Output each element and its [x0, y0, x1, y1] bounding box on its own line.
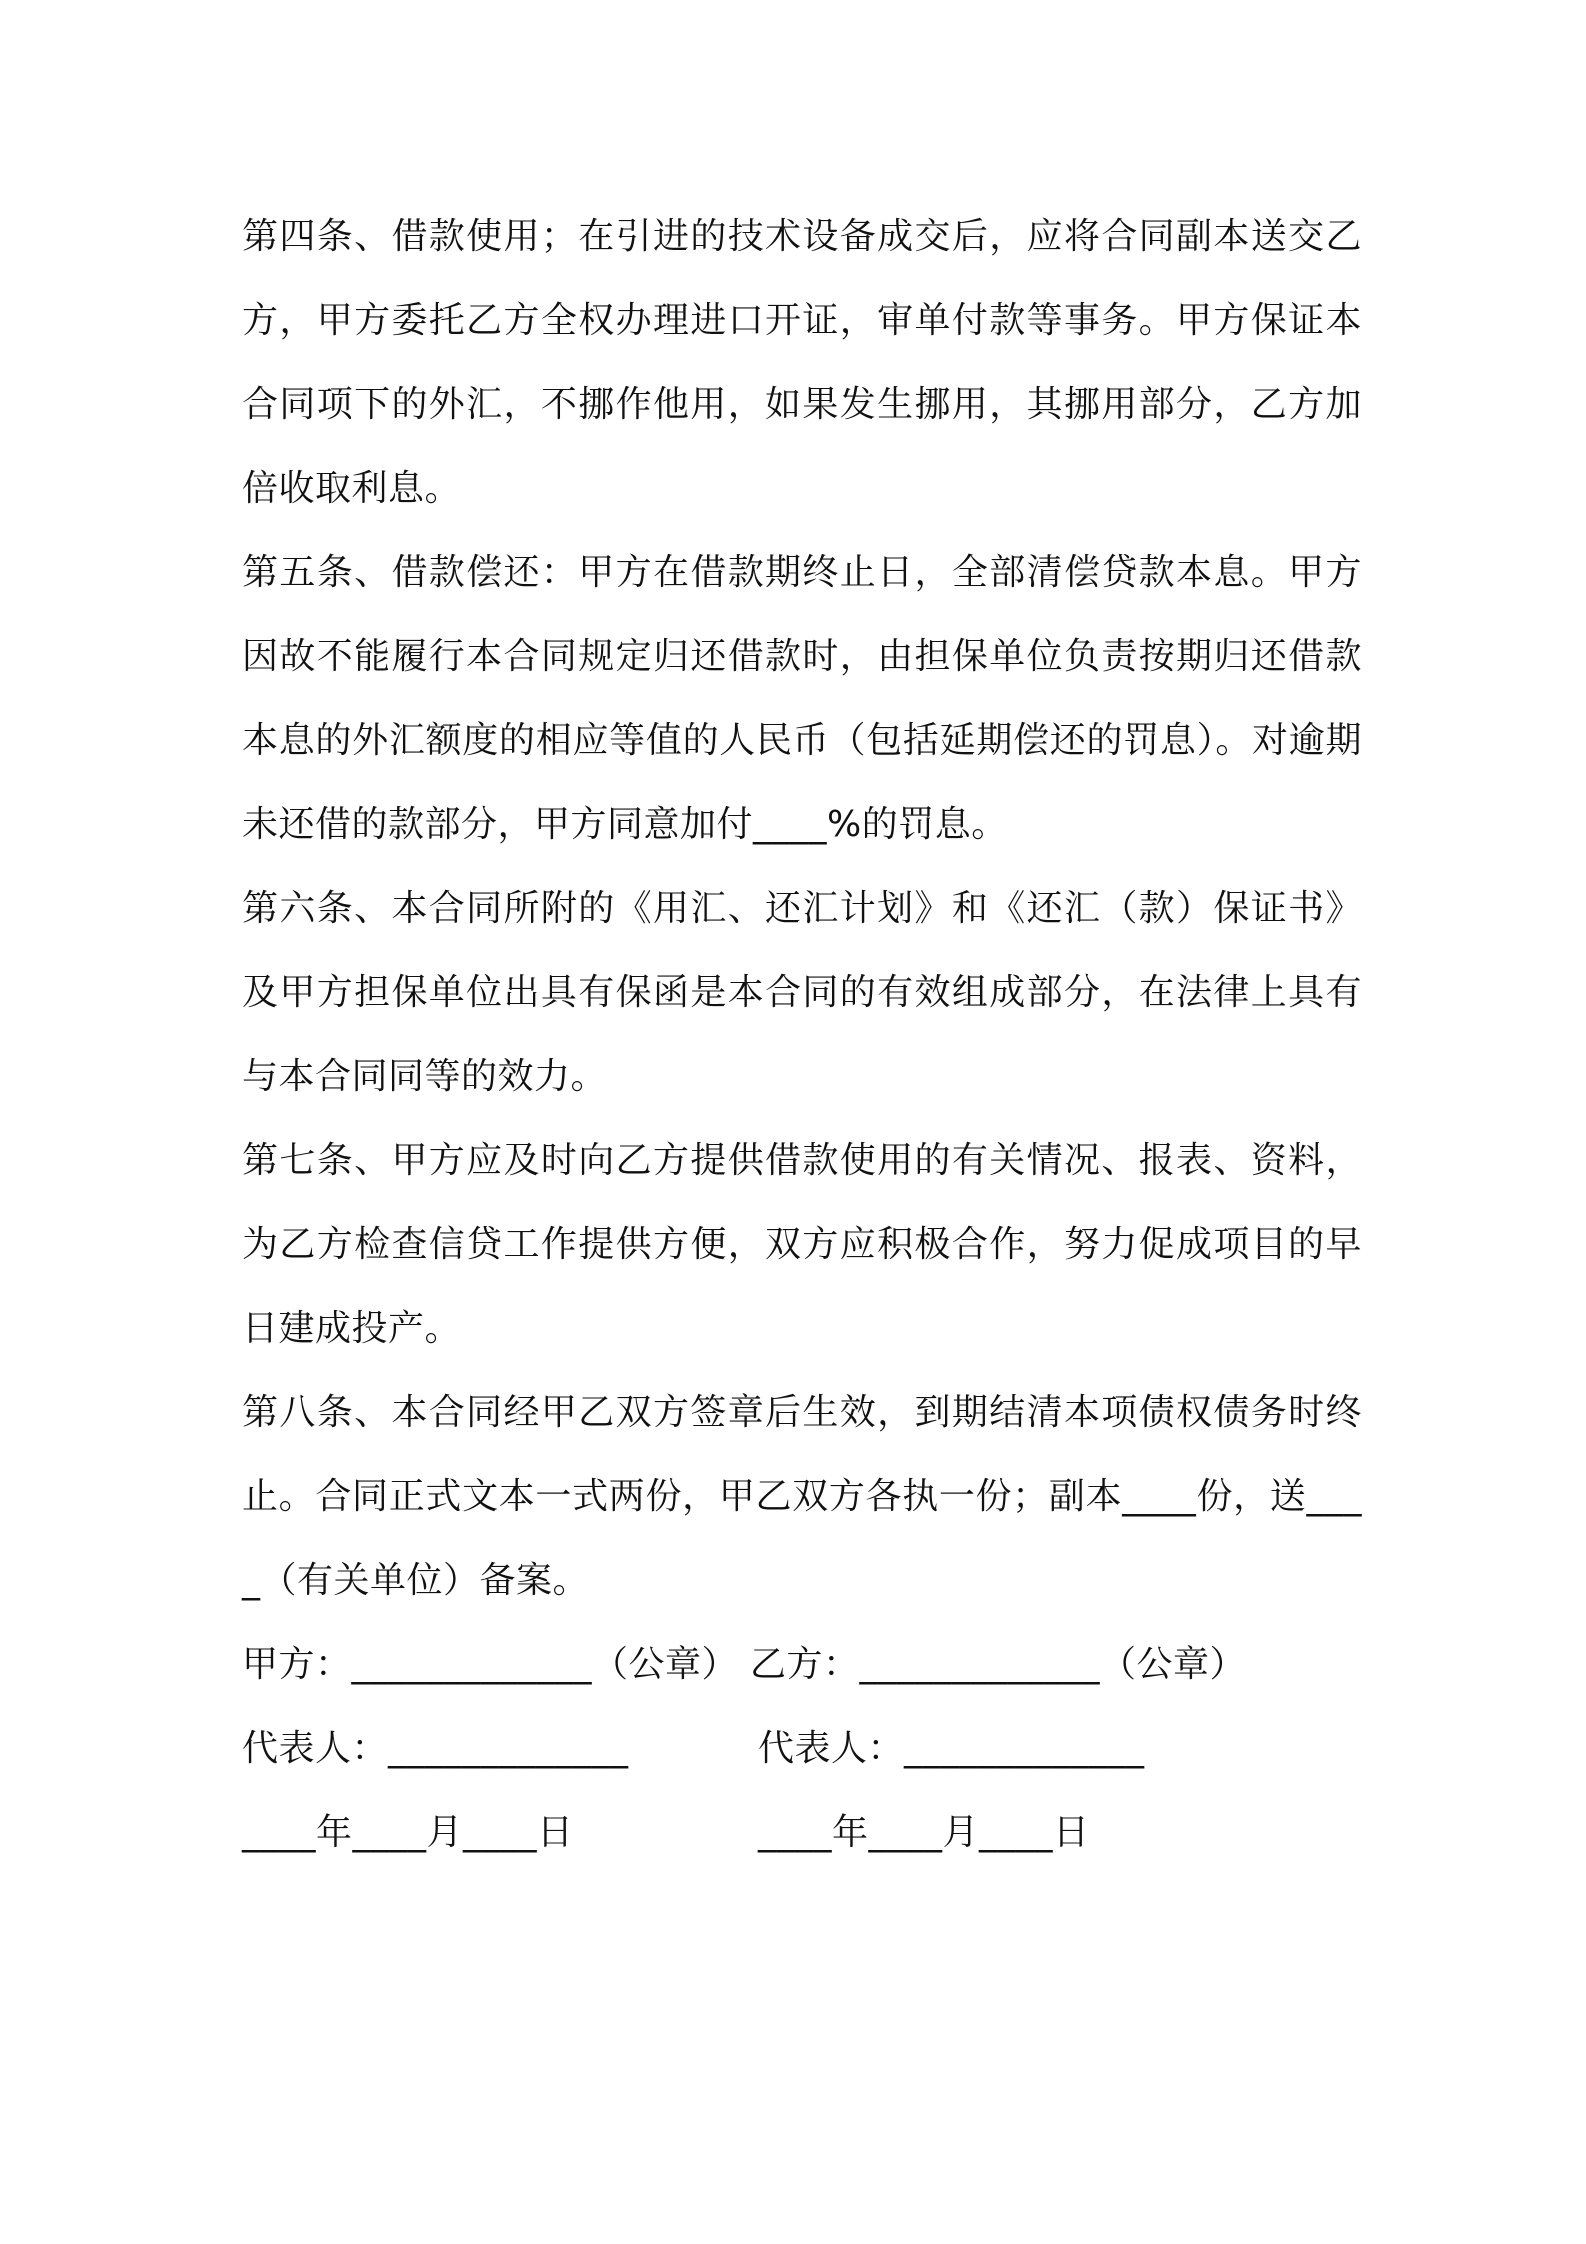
signature-date-row — [242, 1791, 1362, 1875]
representative-party-b: 代表人：_____________ — [758, 1728, 1145, 1769]
clause-7: 第七条、甲方应及时向乙方提供借款使用的有关情况、报表、资料，为乙方检查信贷工作提供方便，双方应积极合作，努力促成项目的早日建成投产。 — [242, 1140, 1362, 1349]
clause-4: 第四条、借款使用；在引进的技术设备成交后，应将合同副本送交乙方，甲方委托乙方全权办理进口开证，审单付款等事务。甲方保证本合同项下的外汇，不挪作他用，如果发生挪用，其挪用部分，乙方加倍收取利息。 — [242, 216, 1362, 509]
signature-party-row — [242, 1623, 1362, 1707]
clause-6: 第六条、本合同所附的《用汇、还汇计划》和《还汇（款）保证书》及甲方担保单位出具有保函是本合同的有效组成部分，在法律上具有与本合同同等的效力。 — [242, 888, 1362, 1097]
date-party-a: ____年____月____日 — [242, 1812, 574, 1853]
date-party-b: ____年____月____日 — [758, 1812, 1090, 1853]
party-seal-line: 甲方：_____________（公章） 乙方：_____________（公章） — [242, 1644, 1246, 1685]
signature-representative-row — [242, 1707, 1362, 1791]
contract-body — [242, 195, 1362, 1875]
representative-party-a: 代表人：_____________ — [242, 1728, 629, 1769]
clause-5: 第五条、借款偿还：甲方在借款期终止日，全部清偿贷款本息。甲方因故不能履行本合同规定归还借款时，由担保单位负责按期归还借款本息的外汇额度的相应等值的人民币（包括延期偿还的罚息）。对逾期未还借的款部分，甲方同意加付____%的罚息。 — [242, 552, 1362, 845]
clause-8: 第八条、本合同经甲乙双方签章后生效，到期结清本项债权债务时终止。合同正式文本一式两份，甲乙双方各执一份；副本____份，送____（有关单位）备案。 — [242, 1392, 1362, 1601]
